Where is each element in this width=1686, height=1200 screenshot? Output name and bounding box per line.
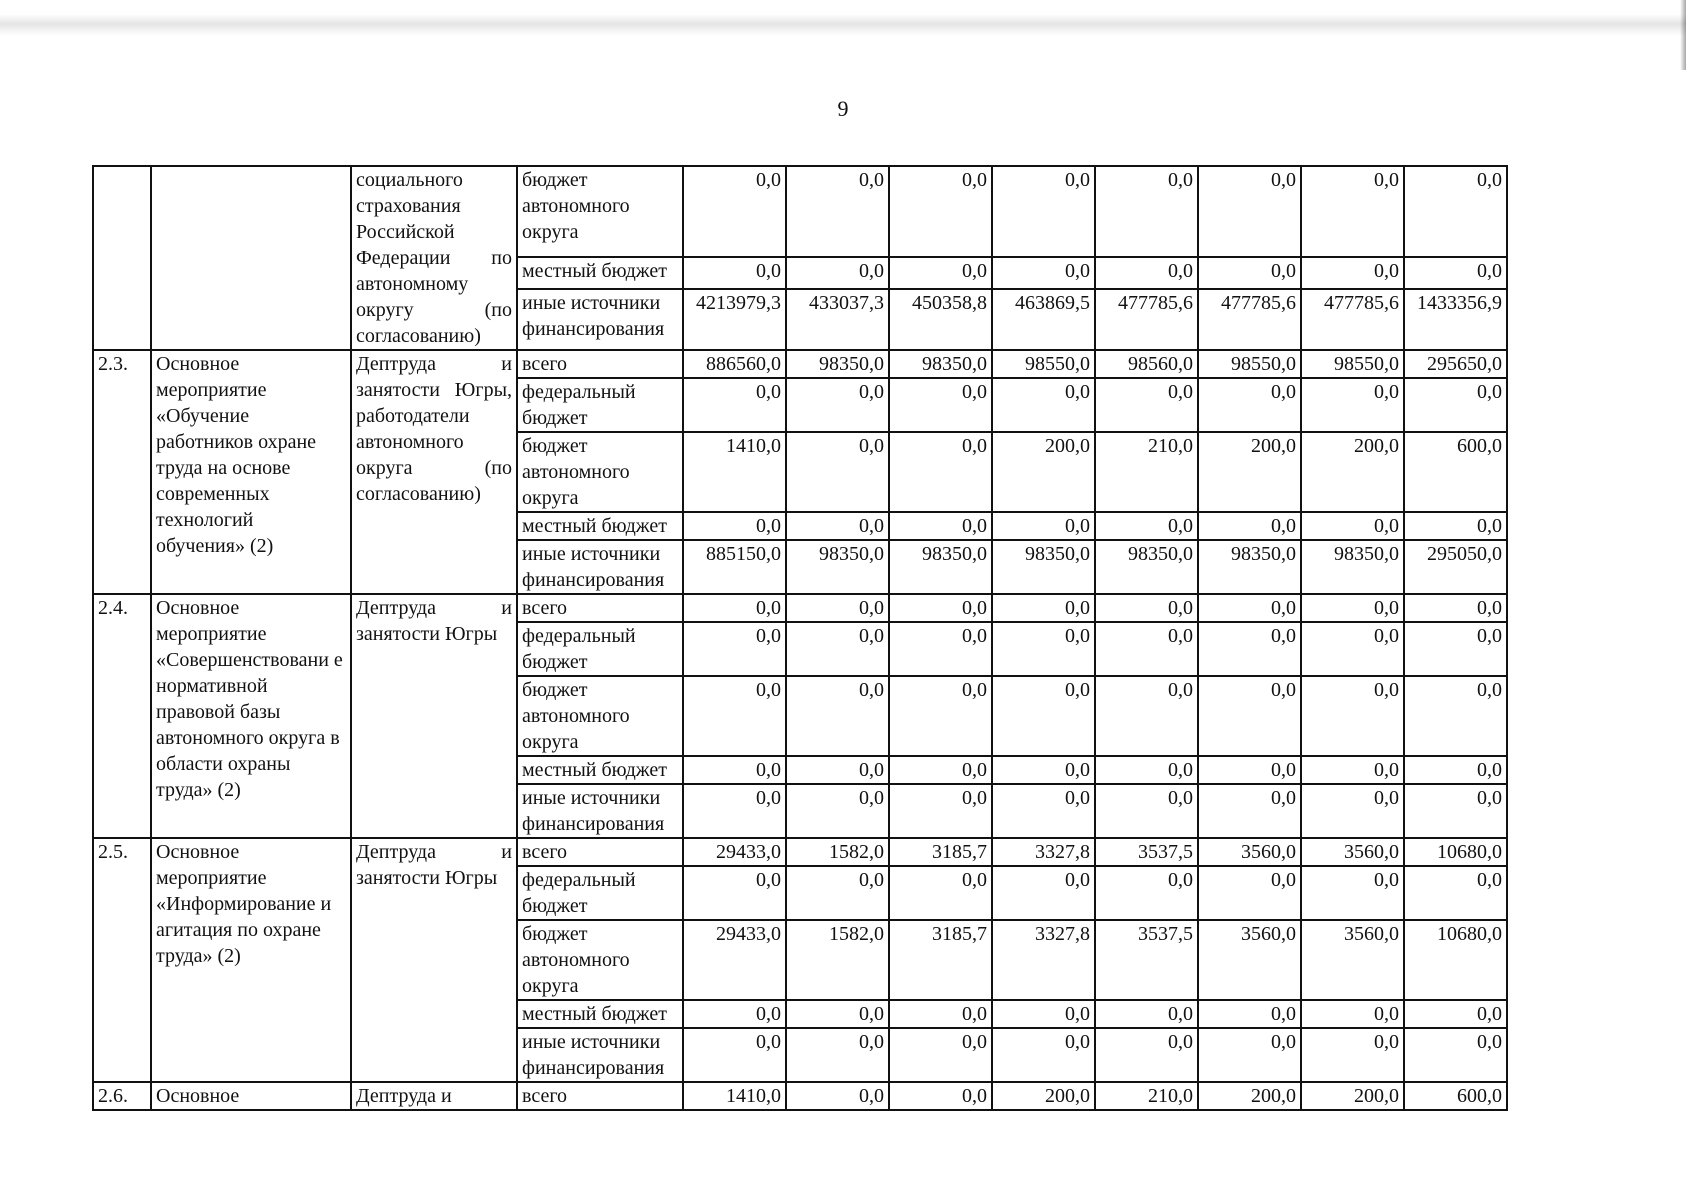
amount-cell: 0,0 bbox=[1198, 594, 1301, 622]
amount-cell: 0,0 bbox=[786, 756, 889, 784]
funding-source: всего bbox=[517, 594, 683, 622]
activity-number: 2.5. bbox=[93, 838, 151, 1082]
amount-cell: 29433,0 bbox=[683, 838, 786, 866]
amount-cell: 0,0 bbox=[992, 622, 1095, 676]
amount-cell: 0,0 bbox=[992, 1028, 1095, 1082]
amount-cell: 98350,0 bbox=[1198, 540, 1301, 594]
amount-cell: 3327,8 bbox=[992, 920, 1095, 1000]
amount-cell: 0,0 bbox=[992, 594, 1095, 622]
amount-cell: 0,0 bbox=[786, 784, 889, 838]
amount-cell: 0,0 bbox=[1198, 512, 1301, 540]
executor-cell: Дептруда и занятости Югры bbox=[351, 838, 517, 1082]
amount-cell: 0,0 bbox=[683, 676, 786, 756]
amount-cell: 0,0 bbox=[1198, 866, 1301, 920]
amount-cell: 0,0 bbox=[1095, 784, 1198, 838]
amount-cell: 0,0 bbox=[683, 866, 786, 920]
executor-cell: социального страхования Российской Федерации по автономному округу (по согласованию) bbox=[351, 166, 517, 350]
amount-cell: 0,0 bbox=[992, 676, 1095, 756]
amount-cell: 0,0 bbox=[992, 1000, 1095, 1028]
amount-cell: 0,0 bbox=[1095, 866, 1198, 920]
amount-cell: 0,0 bbox=[1198, 166, 1301, 257]
activity-number: 2.6. bbox=[93, 1082, 151, 1110]
amount-cell: 0,0 bbox=[889, 866, 992, 920]
amount-cell: 885150,0 bbox=[683, 540, 786, 594]
amount-cell: 0,0 bbox=[786, 257, 889, 289]
amount-cell: 0,0 bbox=[683, 166, 786, 257]
amount-cell: 0,0 bbox=[1301, 1028, 1404, 1082]
amount-cell: 0,0 bbox=[992, 512, 1095, 540]
amount-cell: 0,0 bbox=[992, 378, 1095, 432]
amount-cell: 0,0 bbox=[889, 166, 992, 257]
amount-cell: 98350,0 bbox=[1301, 540, 1404, 594]
amount-cell: 98350,0 bbox=[786, 350, 889, 378]
funding-table bbox=[92, 165, 1508, 1111]
amount-cell: 0,0 bbox=[992, 866, 1095, 920]
amount-cell: 0,0 bbox=[683, 257, 786, 289]
amount-cell: 0,0 bbox=[786, 1000, 889, 1028]
funding-source: федеральный бюджет bbox=[517, 866, 683, 920]
amount-cell: 0,0 bbox=[1198, 676, 1301, 756]
amount-cell: 3537,5 bbox=[1095, 920, 1198, 1000]
amount-cell: 477785,6 bbox=[1198, 289, 1301, 350]
amount-cell: 10680,0 bbox=[1404, 838, 1507, 866]
amount-cell: 0,0 bbox=[1301, 622, 1404, 676]
scan-edge-shadow bbox=[0, 14, 1686, 36]
amount-cell: 0,0 bbox=[889, 378, 992, 432]
activity-title: Основное мероприятие «Обучение работников охране труда на основе современных технологий обучения» (2) bbox=[151, 350, 351, 594]
amount-cell: 0,0 bbox=[683, 622, 786, 676]
amount-cell: 0,0 bbox=[683, 378, 786, 432]
amount-cell: 98350,0 bbox=[786, 540, 889, 594]
amount-cell: 0,0 bbox=[889, 622, 992, 676]
amount-cell: 0,0 bbox=[1301, 378, 1404, 432]
amount-cell: 0,0 bbox=[889, 594, 992, 622]
amount-cell: 0,0 bbox=[786, 866, 889, 920]
table-row bbox=[93, 166, 1507, 257]
amount-cell: 3560,0 bbox=[1301, 920, 1404, 1000]
funding-source: всего bbox=[517, 1082, 683, 1110]
amount-cell: 0,0 bbox=[1301, 1000, 1404, 1028]
amount-cell: 0,0 bbox=[889, 512, 992, 540]
amount-cell: 463869,5 bbox=[992, 289, 1095, 350]
amount-cell: 0,0 bbox=[1198, 1000, 1301, 1028]
amount-cell: 0,0 bbox=[1404, 594, 1507, 622]
amount-cell: 0,0 bbox=[992, 756, 1095, 784]
amount-cell: 0,0 bbox=[1404, 1028, 1507, 1082]
amount-cell: 0,0 bbox=[786, 622, 889, 676]
scan-right-shadow bbox=[1680, 0, 1686, 70]
amount-cell: 3327,8 bbox=[992, 838, 1095, 866]
amount-cell: 0,0 bbox=[1404, 257, 1507, 289]
amount-cell: 0,0 bbox=[1095, 257, 1198, 289]
amount-cell: 0,0 bbox=[1301, 756, 1404, 784]
amount-cell: 1582,0 bbox=[786, 920, 889, 1000]
amount-cell: 0,0 bbox=[889, 432, 992, 512]
amount-cell: 210,0 bbox=[1095, 1082, 1198, 1110]
amount-cell: 477785,6 bbox=[1095, 289, 1198, 350]
amount-cell: 0,0 bbox=[889, 756, 992, 784]
amount-cell: 1410,0 bbox=[683, 1082, 786, 1110]
amount-cell: 10680,0 bbox=[1404, 920, 1507, 1000]
amount-cell: 0,0 bbox=[683, 784, 786, 838]
amount-cell: 0,0 bbox=[683, 1028, 786, 1082]
amount-cell: 98350,0 bbox=[1095, 540, 1198, 594]
amount-cell: 0,0 bbox=[1301, 512, 1404, 540]
funding-source: местный бюджет bbox=[517, 756, 683, 784]
amount-cell: 0,0 bbox=[1095, 676, 1198, 756]
amount-cell: 0,0 bbox=[1301, 676, 1404, 756]
funding-source: бюджет автономного округа bbox=[517, 920, 683, 1000]
amount-cell: 0,0 bbox=[786, 1028, 889, 1082]
amount-cell: 98560,0 bbox=[1095, 350, 1198, 378]
amount-cell: 0,0 bbox=[1404, 1000, 1507, 1028]
amount-cell: 4213979,3 bbox=[683, 289, 786, 350]
amount-cell: 0,0 bbox=[786, 1082, 889, 1110]
executor-cell: Дептруда и bbox=[351, 1082, 517, 1110]
amount-cell: 0,0 bbox=[1301, 166, 1404, 257]
activity-title-cell bbox=[151, 166, 351, 350]
funding-source: иные источники финансирования bbox=[517, 1028, 683, 1082]
amount-cell: 0,0 bbox=[889, 1082, 992, 1110]
activity-title: Основное мероприятие «Информирование и агитация по охране труда» (2) bbox=[151, 838, 351, 1082]
activity-title: Основное мероприятие «Совершенствовани е нормативной правовой базы автономного округа в области охраны труда» (2) bbox=[151, 594, 351, 838]
table-row bbox=[93, 1082, 1507, 1110]
amount-cell: 0,0 bbox=[1095, 1000, 1198, 1028]
amount-cell: 450358,8 bbox=[889, 289, 992, 350]
amount-cell: 3560,0 bbox=[1198, 838, 1301, 866]
page-number: 9 bbox=[837, 96, 849, 121]
amount-cell: 98350,0 bbox=[889, 350, 992, 378]
amount-cell: 0,0 bbox=[1404, 676, 1507, 756]
amount-cell: 1410,0 bbox=[683, 432, 786, 512]
amount-cell: 0,0 bbox=[1404, 378, 1507, 432]
amount-cell: 0,0 bbox=[1095, 594, 1198, 622]
funding-source: бюджет автономного округа bbox=[517, 166, 683, 257]
amount-cell: 0,0 bbox=[1404, 166, 1507, 257]
amount-cell: 98550,0 bbox=[992, 350, 1095, 378]
amount-cell: 3560,0 bbox=[1198, 920, 1301, 1000]
activity-number: 2.4. bbox=[93, 594, 151, 838]
amount-cell: 0,0 bbox=[889, 257, 992, 289]
table-row bbox=[93, 594, 1507, 622]
amount-cell: 0,0 bbox=[1404, 866, 1507, 920]
amount-cell: 0,0 bbox=[889, 784, 992, 838]
amount-cell: 0,0 bbox=[1198, 784, 1301, 838]
amount-cell: 200,0 bbox=[1301, 432, 1404, 512]
amount-cell: 3560,0 bbox=[1301, 838, 1404, 866]
amount-cell: 0,0 bbox=[786, 594, 889, 622]
amount-cell: 0,0 bbox=[889, 1028, 992, 1082]
amount-cell: 0,0 bbox=[1095, 378, 1198, 432]
amount-cell: 0,0 bbox=[1198, 257, 1301, 289]
amount-cell: 98550,0 bbox=[1301, 350, 1404, 378]
amount-cell: 200,0 bbox=[992, 1082, 1095, 1110]
amount-cell: 0,0 bbox=[786, 432, 889, 512]
amount-cell: 0,0 bbox=[683, 756, 786, 784]
amount-cell: 210,0 bbox=[1095, 432, 1198, 512]
amount-cell: 200,0 bbox=[1301, 1082, 1404, 1110]
amount-cell: 0,0 bbox=[786, 378, 889, 432]
funding-source: федеральный бюджет bbox=[517, 622, 683, 676]
amount-cell: 0,0 bbox=[786, 676, 889, 756]
amount-cell: 1582,0 bbox=[786, 838, 889, 866]
funding-source: иные источники финансирования bbox=[517, 784, 683, 838]
activity-title: Основное bbox=[151, 1082, 351, 1110]
executor-cell: Дептруда и занятости Югры bbox=[351, 594, 517, 838]
amount-cell: 0,0 bbox=[992, 257, 1095, 289]
amount-cell: 0,0 bbox=[1301, 784, 1404, 838]
amount-cell: 29433,0 bbox=[683, 920, 786, 1000]
amount-cell: 0,0 bbox=[1404, 512, 1507, 540]
amount-cell: 0,0 bbox=[992, 784, 1095, 838]
amount-cell: 477785,6 bbox=[1301, 289, 1404, 350]
amount-cell: 0,0 bbox=[1404, 784, 1507, 838]
table-row bbox=[93, 350, 1507, 378]
amount-cell: 0,0 bbox=[992, 166, 1095, 257]
amount-cell: 0,0 bbox=[1198, 756, 1301, 784]
amount-cell: 98350,0 bbox=[889, 540, 992, 594]
funding-source: бюджет автономного округа bbox=[517, 676, 683, 756]
funding-source: местный бюджет bbox=[517, 512, 683, 540]
amount-cell: 0,0 bbox=[1198, 1028, 1301, 1082]
amount-cell: 0,0 bbox=[1301, 257, 1404, 289]
funding-source: всего bbox=[517, 350, 683, 378]
amount-cell: 600,0 bbox=[1404, 1082, 1507, 1110]
amount-cell: 0,0 bbox=[786, 166, 889, 257]
funding-source: бюджет автономного округа bbox=[517, 432, 683, 512]
funding-source: местный бюджет bbox=[517, 257, 683, 289]
amount-cell: 200,0 bbox=[992, 432, 1095, 512]
amount-cell: 295050,0 bbox=[1404, 540, 1507, 594]
funding-source: федеральный бюджет bbox=[517, 378, 683, 432]
amount-cell: 0,0 bbox=[1095, 622, 1198, 676]
table-row bbox=[93, 838, 1507, 866]
amount-cell: 98350,0 bbox=[992, 540, 1095, 594]
amount-cell: 1433356,9 bbox=[1404, 289, 1507, 350]
amount-cell: 0,0 bbox=[1198, 622, 1301, 676]
amount-cell: 433037,3 bbox=[786, 289, 889, 350]
amount-cell: 3185,7 bbox=[889, 920, 992, 1000]
funding-table-body bbox=[93, 166, 1507, 1110]
amount-cell: 0,0 bbox=[1198, 378, 1301, 432]
activity-number: 2.3. bbox=[93, 350, 151, 594]
amount-cell: 0,0 bbox=[1095, 512, 1198, 540]
amount-cell: 0,0 bbox=[1404, 622, 1507, 676]
amount-cell: 0,0 bbox=[1301, 866, 1404, 920]
amount-cell: 200,0 bbox=[1198, 432, 1301, 512]
amount-cell: 98550,0 bbox=[1198, 350, 1301, 378]
amount-cell: 600,0 bbox=[1404, 432, 1507, 512]
amount-cell: 0,0 bbox=[1301, 594, 1404, 622]
amount-cell: 295650,0 bbox=[1404, 350, 1507, 378]
row-number-cell bbox=[93, 166, 151, 350]
funding-source: иные источники финансирования bbox=[517, 289, 683, 350]
amount-cell: 0,0 bbox=[1095, 166, 1198, 257]
amount-cell: 0,0 bbox=[1404, 756, 1507, 784]
amount-cell: 3537,5 bbox=[1095, 838, 1198, 866]
amount-cell: 0,0 bbox=[1095, 756, 1198, 784]
amount-cell: 0,0 bbox=[1095, 1028, 1198, 1082]
amount-cell: 0,0 bbox=[683, 1000, 786, 1028]
amount-cell: 0,0 bbox=[889, 1000, 992, 1028]
funding-source: иные источники финансирования bbox=[517, 540, 683, 594]
funding-source: всего bbox=[517, 838, 683, 866]
executor-cell: Дептруда и занятости Югры, работодатели автономного округа (по согласованию) bbox=[351, 350, 517, 594]
amount-cell: 0,0 bbox=[683, 594, 786, 622]
amount-cell: 886560,0 bbox=[683, 350, 786, 378]
amount-cell: 0,0 bbox=[683, 512, 786, 540]
amount-cell: 200,0 bbox=[1198, 1082, 1301, 1110]
funding-source: местный бюджет bbox=[517, 1000, 683, 1028]
amount-cell: 0,0 bbox=[786, 512, 889, 540]
amount-cell: 0,0 bbox=[889, 676, 992, 756]
amount-cell: 3185,7 bbox=[889, 838, 992, 866]
